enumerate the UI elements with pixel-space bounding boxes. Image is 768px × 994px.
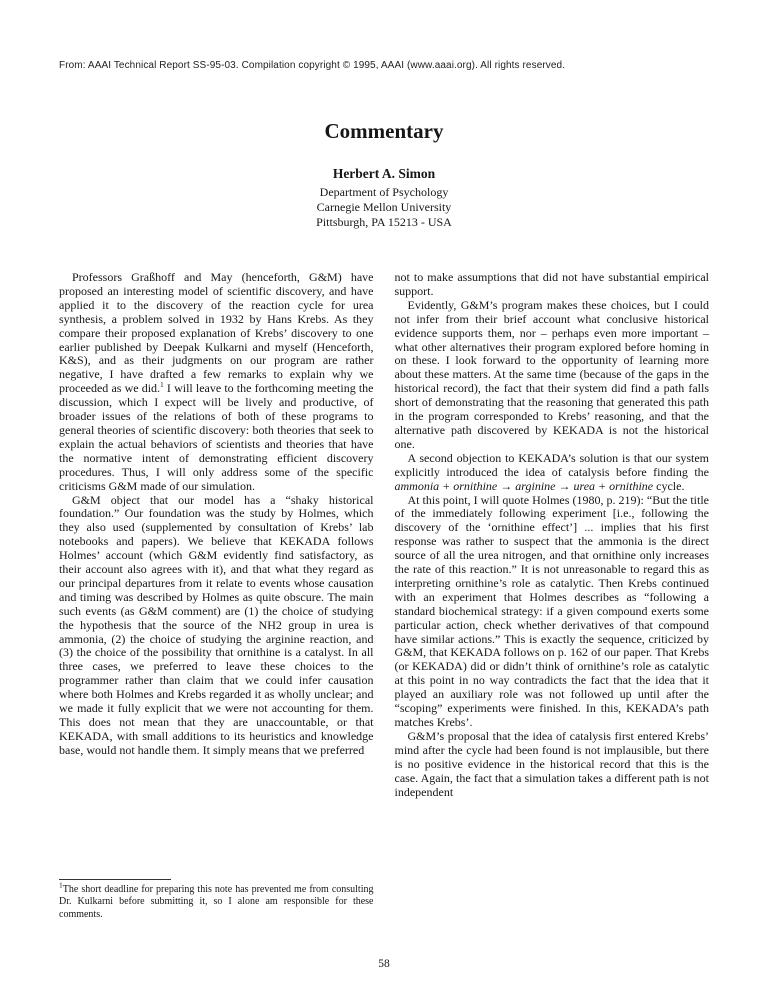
paper-title: Commentary: [324, 119, 444, 143]
footnote-marker: 1: [160, 380, 164, 390]
text-run: The short deadline for preparing this note has prevented me from consulting Dr. Kulkarni before submitting it, so I alone am responsible for these comments.: [59, 884, 374, 920]
body-paragraph: [59, 494, 374, 758]
right-column: [395, 271, 710, 921]
body-paragraph: [395, 494, 710, 730]
text-run: cycle.: [653, 478, 685, 493]
footnote-rule: [59, 879, 171, 880]
footnote-text: [59, 880, 374, 921]
left-column-text: [59, 271, 374, 758]
body-paragraph: [395, 730, 710, 800]
body-paragraph: [395, 299, 710, 452]
footnote-block: [59, 869, 374, 921]
text-run: ammonia + ornithine → arginine → urea + ornithine: [394, 478, 654, 493]
author-affiliation-university: Carnegie Mellon University: [316, 200, 452, 214]
body-paragraph: [395, 271, 710, 299]
text-run: not to make assumptions that did not have substantial empirical support.: [394, 270, 709, 298]
author-name: Herbert A. Simon: [332, 166, 436, 181]
text-run: G&M’s proposal that the idea of catalysis first entered Krebs’ mind after the cycle had been found is not implausible, but there is no positive evidence in the historical record that this is the case. Again, the fact that a simulation takes a different path is not independent: [394, 728, 709, 799]
text-run: A second objection to KEKADA’s solution is that our system explicitly introduced the idea of catalysis before finding the: [394, 450, 709, 479]
author-affiliation-department: Department of Psychology: [319, 185, 449, 199]
footnote-marker: 1: [59, 880, 63, 890]
copyright-line: From: AAAI Technical Report SS-95-03. Compilation copyright © 1995, AAAI (www.aaai.org). All rights reserved.: [59, 60, 566, 71]
body-paragraph: [59, 271, 374, 494]
left-column: [59, 271, 374, 921]
text-run: I will leave to the forthcoming meeting the discussion, which I expect will be lively and productive, of broader issues of the relations of both of these programs to general theories of scientific discovery: both theories that seek to explain the actual behaviors of scientists and theories that have the normative intent of demonstrating efficient discovery procedures. Thus, I will only address some of the specific criticisms G&M made of our simulation.: [59, 381, 374, 493]
text-run: At this point, I will quote Holmes (1980, p. 219): “But the title of the immediately following experiment [i.e., following the discovery of the ‘ornithine effect’] ... implies that his first response was rather to suspect that the ammonia is the direct source of all the urea nitrogen, and that ornithine only increases the rate of this reaction.” It is not unreasonable to regard this as interpreting ornithine’s role as catalytic. Then Krebs continued with an experiment that Holmes describes as “following a standard biochemical strategy: if a given compound exerts some particular action, check whether derivatives of that compound have similar actions.” This is exactly the sequence, criticized by G&M, that KEKADA follows on p. 162 of our paper. That Krebs (or KEKADA) did or didn’t think of ornithine’s role as catalytic at this point in no way contradicts the fact that the idea that it played an auxiliary role was not followed up until after the “scoping” experiments were finished. In this, KEKADA’s path matches Krebs’.: [394, 492, 709, 729]
text-run: G&M object that our model has a “shaky historical foundation.” Our foundation was the study by Holmes, which they also used (supplemented by consultation of Krebs’ lab notebooks and papers). We believe that KEKADA follows Holmes’ account (which G&M evidently find satisfactory, as their account also agrees with it), and that what they regard as our principal departures from it relate to events whose causation and timing was described by Holmes as quite obscure. The main such events (as G&M comment) are (1) the choice of studying the hypothesis that the source of the NH2 group in urea is ammonia, (2) the choice of studying the arginine reaction, and (3) the choice of the possibility that ornithine is a catalyst. In all three cases, we preferred to leave these choices to the programmer rather than claim that we could infer causation where both Holmes and Krebs regarded it as wholly unclear; and we made it fully explicit that we were not accounting for them. This does not mean that they are unaccountable, or that KEKADA, with small additions to its heuristics and knowledge base, would not handle them. It simply means that we preferred: [59, 492, 374, 757]
body-paragraph: [395, 452, 710, 494]
page-number: 58: [378, 958, 390, 970]
text-run: Professors Graßhoff and May (henceforth, G&M) have proposed an interesting model of scientific discovery, and have applied it to the discovery of the reaction cycle for urea synthesis, a problem solved in 1932 by Hans Krebs. As they compare their proposed explanation of Krebs’ discovery to one earlier published by Deepak Kulkarni and myself (Henceforth, K&S), and as their judgments on our program are rather negative, I have drafted a few remarks to explain why we proceeded as we did.: [59, 270, 374, 396]
two-column-body: [59, 271, 709, 921]
text-run: Evidently, G&M’s program makes these choices, but I could not infer from their brief account what conclusive historical evidence supports them, nor – perhaps even more important – what other alternatives their program explored before homing in on these. I look forward to the opportunity of learning more about these matters. At the same time (because of the gaps in the historical record), the fact that their system did find a path falls short of demonstrating that the reasoning that generated this path in the program corresponded to Krebs’ reasoning, and that the alternative path discovered by KEKADA is not the historical one.: [394, 297, 709, 451]
author-affiliation-address: Pittsburgh, PA 15213 - USA: [316, 215, 452, 229]
author-block: [0, 166, 768, 230]
